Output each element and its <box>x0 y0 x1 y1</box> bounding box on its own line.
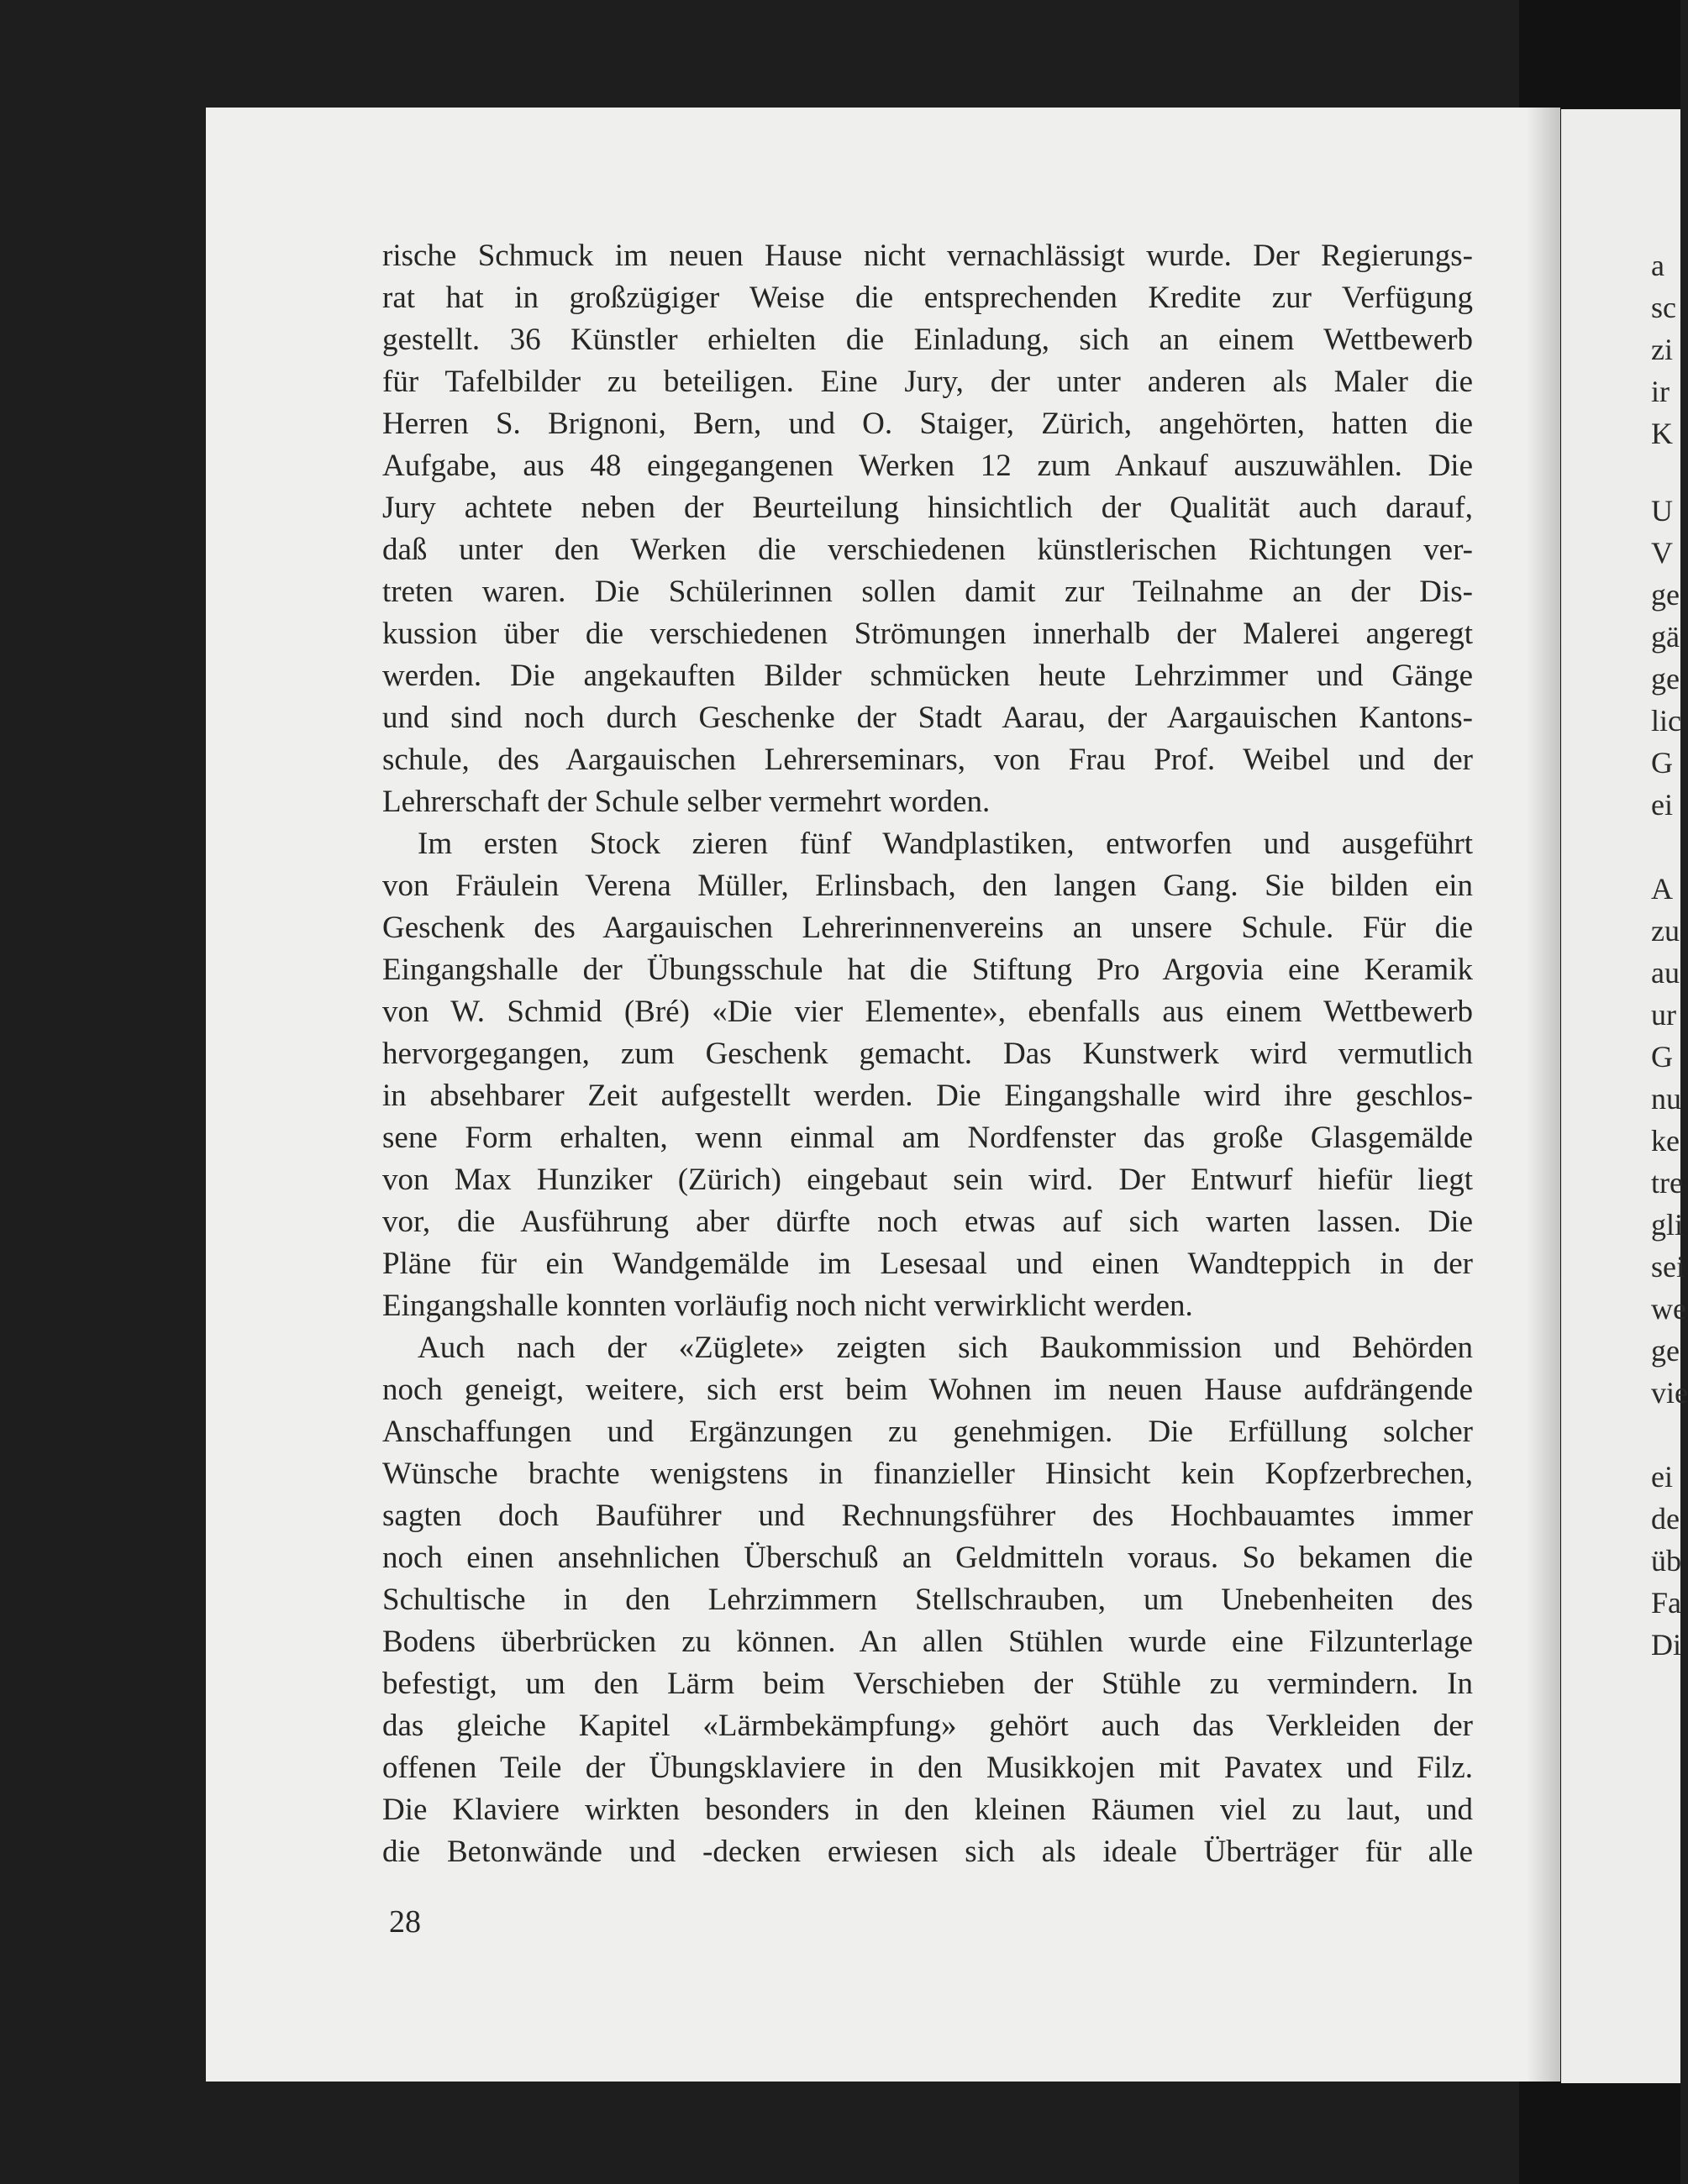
facing-fragment: au <box>1651 956 1680 990</box>
text-line: das gleiche Kapitel «Lärmbekämpfung» gehört auch das Verkleiden der <box>382 1709 1473 1743</box>
facing-fragment: ge <box>1651 662 1680 696</box>
text-line: treten waren. Die Schülerinnen sollen damit zur Teilnahme an der Dis- <box>382 575 1473 609</box>
text-line: vor, die Ausführung aber dürfte noch etwas auf sich warten lassen. Die <box>382 1205 1473 1239</box>
text-line: Aufgabe, aus 48 eingegangenen Werken 12 zum Ankauf auszuwählen. Die <box>382 449 1473 483</box>
gutter-shadow <box>1527 108 1560 2082</box>
facing-fragment: gä <box>1651 620 1680 654</box>
text-line: gestellt. 36 Künstler erhielten die Einladung, sich an einem Wettbewerb <box>382 323 1473 357</box>
text-line: werden. Die angekauften Bilder schmücken heute Lehrzimmer und Gänge <box>382 659 1473 693</box>
facing-fragment: ei <box>1651 1460 1673 1494</box>
text-line: Schultische in den Lehrzimmern Stellschrauben, um Unebenheiten des <box>382 1583 1473 1617</box>
facing-fragment: Di <box>1651 1628 1681 1662</box>
text-line: Lehrerschaft der Schule selber vermehrt worden. <box>382 785 991 819</box>
facing-fragment: zu <box>1651 914 1680 948</box>
text-line: und sind noch durch Geschenke der Stadt Aarau, der Aargauischen Kantons- <box>382 701 1473 735</box>
text-line: Geschenk des Aargauischen Lehrerinnenvereins an unsere Schule. Für die <box>382 911 1473 945</box>
facing-fragment: U <box>1651 494 1673 528</box>
facing-fragment: ke <box>1651 1124 1680 1158</box>
text-line: Pläne für ein Wandgemälde im Lesesaal und einen Wandteppich in der <box>382 1247 1473 1281</box>
text-line: rische Schmuck im neuen Hause nicht vernachlässigt wurde. Der Regierungs- <box>382 239 1473 273</box>
facing-fragment: ur <box>1651 998 1676 1032</box>
facing-fragment: ei <box>1651 788 1673 822</box>
text-line: in absehbarer Zeit aufgestellt werden. Die Eingangshalle wird ihre geschlos- <box>382 1079 1473 1113</box>
text-line: von Fräulein Verena Müller, Erlinsbach, den langen Gang. Sie bilden ein <box>382 869 1473 903</box>
facing-fragment: vie <box>1651 1376 1688 1410</box>
facing-fragment: K <box>1651 417 1673 450</box>
text-line: Jury achtete neben der Beurteilung hinsichtlich der Qualität auch darauf, <box>382 491 1473 525</box>
facing-fragment: ge <box>1651 578 1680 612</box>
text-line: sagten doch Bauführer und Rechnungsführer des Hochbauamtes immer <box>382 1499 1473 1533</box>
facing-fragment: ge <box>1651 1334 1680 1368</box>
facing-fragment: lic <box>1651 704 1681 738</box>
facing-fragment: gli <box>1651 1208 1684 1242</box>
facing-fragment: A <box>1651 872 1673 906</box>
text-line: für Tafelbilder zu beteiligen. Eine Jury, der unter anderen als Maler die <box>382 365 1473 399</box>
facing-fragment: zi <box>1651 333 1673 366</box>
text-line: kussion über die verschiedenen Strömungen innerhalb der Malerei angeregt <box>382 617 1473 651</box>
text-line: schule, des Aargauischen Lehrerseminars, von Frau Prof. Weibel und der <box>382 743 1473 777</box>
text-line: Bodens überbrücken zu können. An allen Stühlen wurde eine Filzunterlage <box>382 1625 1473 1659</box>
text-line: von W. Schmid (Bré) «Die vier Elemente», ebenfalls aus einem Wettbewerb <box>382 995 1473 1029</box>
text-line: sene Form erhalten, wenn einmal am Nordfenster das große Glasgemälde <box>382 1121 1473 1155</box>
text-line: Eingangshalle der Übungsschule hat die Stiftung Pro Argovia eine Keramik <box>382 953 1473 987</box>
text-line: Die Klaviere wirkten besonders in den kleinen Räumen viel zu laut, und <box>382 1793 1473 1827</box>
facing-fragment: nu <box>1651 1082 1681 1116</box>
facing-fragment: Fa <box>1651 1586 1681 1620</box>
facing-fragment: sc <box>1651 291 1676 324</box>
facing-fragment: tre <box>1651 1166 1683 1200</box>
facing-fragment: sei <box>1651 1250 1685 1284</box>
text-line: befestigt, um den Lärm beim Verschieben der Stühle zu vermindern. In <box>382 1667 1473 1701</box>
facing-fragment: we <box>1651 1292 1686 1326</box>
text-line: Eingangshalle konnten vorläufig noch nicht verwirklicht werden. <box>382 1289 1193 1323</box>
page-number: 28 <box>389 1904 421 1940</box>
facing-fragment: V <box>1651 536 1673 570</box>
facing-fragment: G <box>1651 746 1673 780</box>
text-line: Herren S. Brignoni, Bern, und O. Staiger, Zürich, angehörten, hatten die <box>382 407 1473 441</box>
text-line: die Betonwände und -decken erwiesen sich als ideale Überträger für alle <box>382 1835 1473 1869</box>
facing-fragment: ir <box>1651 375 1670 408</box>
text-line: Wünsche brachte wenigstens in finanzieller Hinsicht kein Kopfzerbrechen, <box>382 1457 1473 1491</box>
book-page <box>206 108 1560 2082</box>
facing-fragment: a <box>1651 249 1664 282</box>
text-line: noch einen ansehnlichen Überschuß an Geldmitteln voraus. So bekamen die <box>382 1541 1473 1575</box>
text-line: Anschaffungen und Ergänzungen zu genehmigen. Die Erfüllung solcher <box>382 1415 1473 1449</box>
text-line: hervorgegangen, zum Geschenk gemacht. Das Kunstwerk wird vermutlich <box>382 1037 1473 1071</box>
text-line: Auch nach der «Züglete» zeigten sich Baukommission und Behörden <box>418 1331 1473 1365</box>
text-line: rat hat in großzügiger Weise die entsprechenden Kredite zur Verfügung <box>382 281 1473 315</box>
facing-fragment: de <box>1651 1502 1680 1536</box>
text-line: daß unter den Werken die verschiedenen künstlerischen Richtungen ver- <box>382 533 1473 567</box>
body-text <box>382 235 1473 1873</box>
facing-fragment: G <box>1651 1040 1673 1074</box>
text-line: von Max Hunziker (Zürich) eingebaut sein wird. Der Entwurf hiefür liegt <box>382 1163 1473 1197</box>
facing-fragment: üb <box>1651 1544 1681 1578</box>
text-line: offenen Teile der Übungsklaviere in den Musikkojen mit Pavatex und Filz. <box>382 1751 1473 1785</box>
text-line: noch geneigt, weitere, sich erst beim Wohnen im neuen Hause aufdrängende <box>382 1373 1473 1407</box>
text-line: Im ersten Stock zieren fünf Wandplastiken, entworfen und ausgeführt <box>418 827 1473 861</box>
